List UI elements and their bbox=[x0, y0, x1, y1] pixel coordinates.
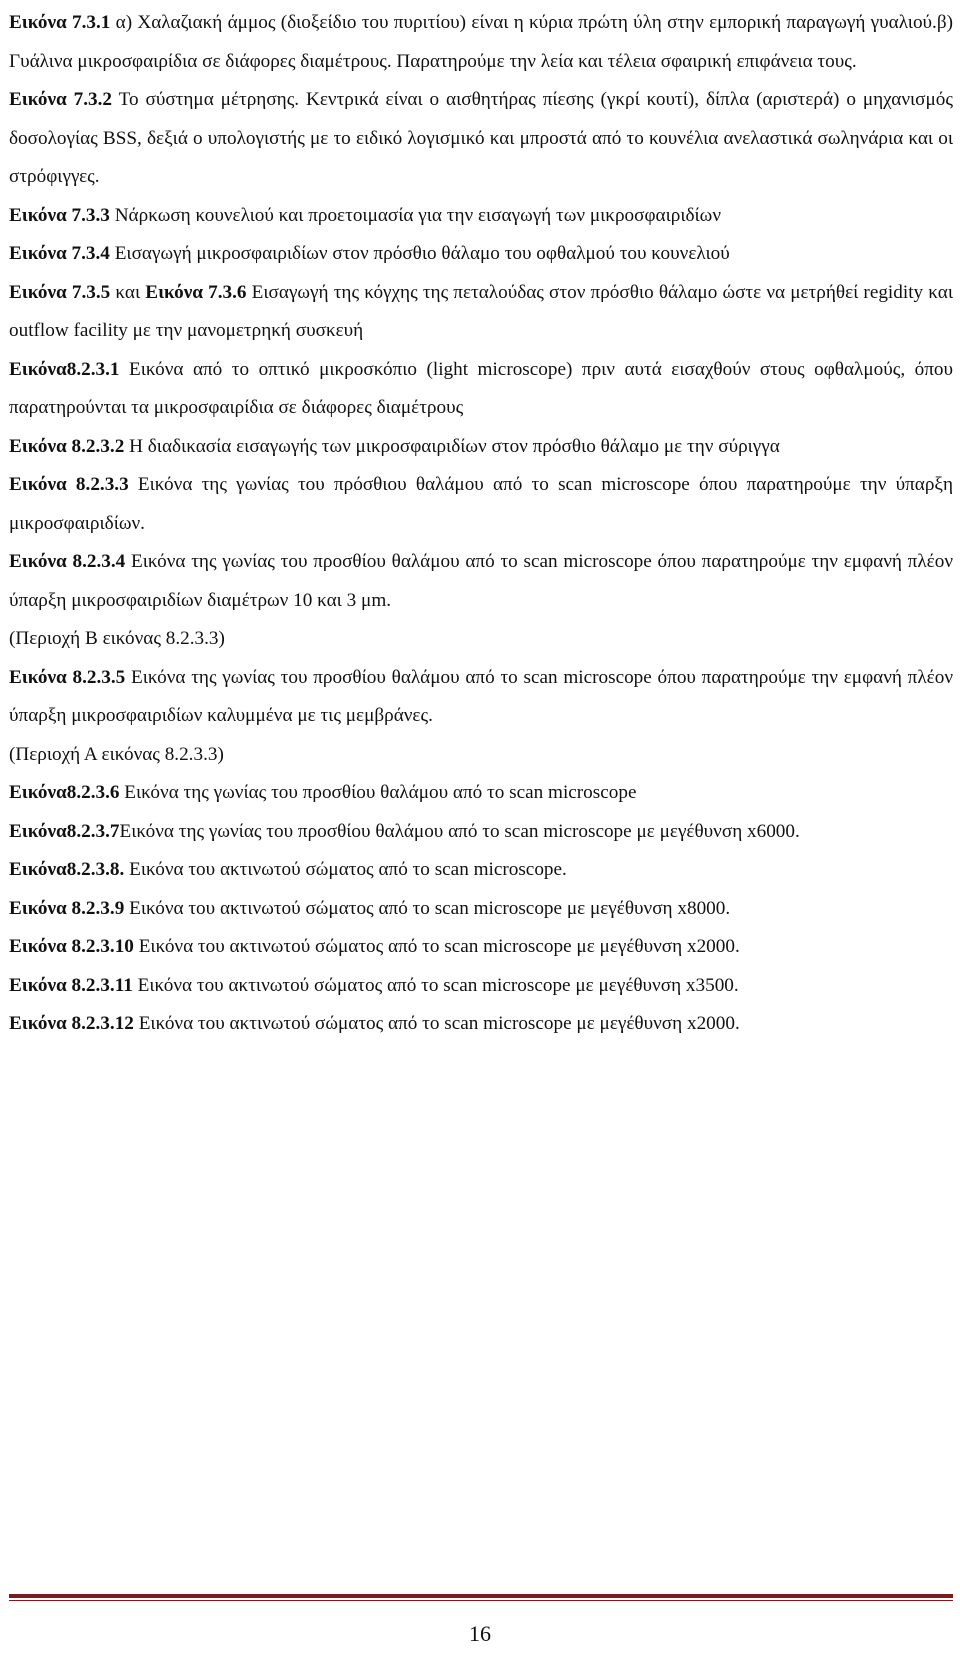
caption-text: Το σύστημα μέτρησης. Κεντρικά είναι ο αισθητήρας πίεσης (γκρί κουτί), δίπλα (αριστερά) ο μηχανισμός δοσολογίας BSS, δεξιά ο υπολογιστής με το ειδικό λογισμικό και μπροστά από το κουνέλια ανελαστικά σωληνάρια και οι στρόφιγγες. bbox=[9, 89, 953, 187]
caption-text: Εικόνα από το οπτικό μικροσκόπιο (light microscope) πριν αυτά εισαχθούν στους οφθαλμούς, όπου παρατηρούνται τα μικροσφαιρίδια σε διάφορες διαμέτρους bbox=[9, 358, 953, 418]
caption-8-2-3-2 bbox=[9, 428, 953, 467]
caption-text: Εισαγωγή μικροσφαιριδίων στον πρόσθιο θάλαμο του οφθαλμού του κουνελιού bbox=[109, 243, 730, 264]
caption-text: Εικόνα του ακτινωτού σώματος από το scan microscope. bbox=[124, 859, 567, 880]
footer-divider bbox=[9, 1594, 953, 1604]
caption-8-2-3-5 bbox=[9, 659, 953, 736]
caption-ref: Εικόνα 7.3.5 bbox=[9, 281, 111, 303]
caption-8-2-3-6 bbox=[9, 774, 953, 813]
caption-connector: και bbox=[110, 281, 146, 303]
caption-ref: Εικόνα 7.3.2 bbox=[9, 89, 113, 110]
caption-8-2-3-7 bbox=[9, 813, 953, 852]
caption-ref: Εικόνα8.2.3.8. bbox=[9, 859, 125, 880]
page-number: 16 bbox=[469, 1621, 491, 1646]
caption-text: Εισαγωγή της κόγχης της πεταλούδας στον πρόσθιο θάλαμο ώστε να μετρήθεί regidity και outflow facility με την μανομετρηκή συσκευή bbox=[9, 281, 953, 341]
caption-text: Εικόνα της γωνίας του πρόσθιου θαλάμου από το scan microscope όπου παρατηρούμε την ύπαρξη μικροσφαιριδίων. bbox=[9, 474, 953, 534]
caption-8-2-3-1 bbox=[9, 351, 953, 428]
caption-text: Εικόνα της γωνίας του προσθίου θαλάμου από το scan microscope όπου παρατηρούμε την εμφανή πλέον ύπαρξη μικροσφαιριδίων διαμέτρων 10 και 3 μm. bbox=[9, 551, 953, 611]
caption-ref: Εικόνα 7.3.3 bbox=[9, 204, 110, 226]
caption-7-3-4 bbox=[9, 235, 953, 274]
caption-8-2-3-4 bbox=[9, 543, 953, 620]
caption-text: Εικόνα της γωνίας του προσθίου θαλάμου από το scan microscope όπου παρατηρούμε την εμφανή πλέον ύπαρξη μικροσφαιριδίων καλυμμένα με τις μεμβράνες. bbox=[9, 666, 953, 726]
caption-8-2-3-8 bbox=[9, 851, 953, 890]
caption-ref-second: Εικόνα 7.3.6 bbox=[145, 281, 247, 303]
caption-8-2-3-10 bbox=[9, 928, 953, 967]
caption-ref: Εικόνα 8.2.3.3 bbox=[9, 474, 129, 495]
caption-8-2-3-11 bbox=[9, 967, 953, 1006]
caption-7-3-1 bbox=[9, 4, 953, 81]
caption-8-2-3-12 bbox=[9, 1005, 953, 1044]
caption-ref: Εικόνα8.2.3.1 bbox=[9, 358, 120, 380]
caption-7-3-5-6 bbox=[9, 274, 953, 351]
caption-text: Εικόνα του ακτινωτού σώματος από το scan microscope με μεγέθυνση x2000. bbox=[133, 1013, 740, 1034]
caption-note-region-a: (Περιοχή Α εικόνας 8.2.3.3) bbox=[9, 743, 224, 765]
caption-7-3-2 bbox=[9, 81, 953, 197]
caption-ref: Εικόνα 8.2.3.12 bbox=[9, 1013, 134, 1034]
caption-text: Εικόνα του ακτινωτού σώματος από το scan microscope με μεγέθυνση x8000. bbox=[124, 897, 731, 919]
caption-7-3-3 bbox=[9, 197, 953, 236]
caption-ref: Εικόνα8.2.3.6 bbox=[9, 782, 120, 803]
caption-ref: Εικόνα 8.2.3.4 bbox=[9, 551, 126, 572]
figure-caption-list bbox=[9, 4, 953, 1044]
caption-text: Η διαδικασία εισαγωγής των μικροσφαιριδίων στον πρόσθιο θάλαμο με την σύριγγα bbox=[124, 435, 780, 457]
caption-ref: Εικόνα 8.2.3.2 bbox=[9, 435, 125, 457]
caption-ref: Εικόνα 8.2.3.10 bbox=[9, 936, 134, 957]
caption-text: α) Χαλαζιακή άμμος (διοξείδιο του πυριτίου) είναι η κύρια πρώτη ύλη στην εμπορική παραγωγή γυαλιού.β) Γυάλινα μικροσφαιρίδια σε διάφορες διαμέτρους. Παρατηρούμε την λεία και τέλεια σφαιρική επιφάνεια τους. bbox=[9, 12, 953, 72]
caption-ref: Εικόνα 8.2.3.5 bbox=[9, 666, 126, 688]
caption-ref: Εικόνα 8.2.3.11 bbox=[9, 974, 133, 996]
caption-8-2-3-3 bbox=[9, 466, 953, 543]
caption-ref: Εικόνα 8.2.3.9 bbox=[9, 897, 125, 919]
caption-ref: Εικόνα 7.3.4 bbox=[9, 243, 110, 264]
footer-divider-thin-line bbox=[9, 1600, 953, 1601]
caption-text: Εικόνα του ακτινωτού σώματος από το scan microscope με μεγέθυνση x3500. bbox=[132, 974, 739, 996]
caption-text: Εικόνα της γωνίας του προσθίου θαλάμου από το scan microscope με μεγέθυνση x6000. bbox=[119, 820, 800, 842]
caption-ref: Εικόνα8.2.3.7 bbox=[9, 820, 120, 842]
caption-text: Εικόνα της γωνίας του προσθίου θαλάμου από το scan microscope bbox=[119, 782, 637, 803]
caption-note-region-b: (Περιοχή Β εικόνας 8.2.3.3) bbox=[9, 628, 225, 649]
caption-ref: Εικόνα 7.3.1 bbox=[9, 12, 111, 33]
caption-text: Νάρκωση κουνελιού και προετοιμασία για την εισαγωγή των μικροσφαιριδίων bbox=[109, 204, 721, 226]
caption-8-2-3-9 bbox=[9, 890, 953, 929]
caption-text: Εικόνα του ακτινωτού σώματος από το scan microscope με μεγέθυνση x2000. bbox=[133, 936, 740, 957]
